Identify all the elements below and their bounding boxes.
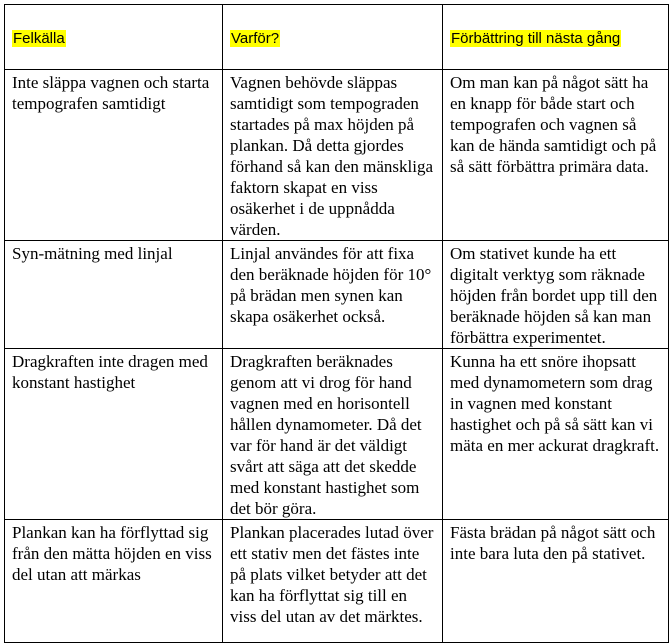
improvement-cell: Om stativet kunde ha ett digitalt verktyg som räknade höjden från bordet upp till den beräknade höjden så kan man förbättra experimentet. — [443, 241, 669, 349]
header-cell-varfor — [223, 5, 443, 70]
header-cell-forbattring — [443, 5, 669, 70]
reason-cell: Plankan placerades lutad över ett stativ men det fästes inte på plats vilket betyder att det kan ha förflyttat sig till en viss del utan av det märktes. — [223, 520, 443, 643]
reason-cell: Dragkraften beräknades genom att vi drog för hand vagnen med en horisontell hållen dynamometer. Då det var för hand är det väldigt svårt att säga att det skedde med konstant hastighet som det bör göra. — [223, 349, 443, 520]
error-sources-table — [4, 4, 669, 643]
improvement-cell: Om man kan på något sätt ha en knapp för både start och tempografen och vagnen så kan de hända samtidigt och på så sätt förbättra primära data. — [443, 70, 669, 241]
table-row — [5, 241, 669, 349]
source-cell: Syn-mätning med linjal — [5, 241, 223, 349]
source-cell: Plankan kan ha förflyttad sig från den mätta höjden en viss del utan att märkas — [5, 520, 223, 643]
table-header-row — [5, 5, 669, 70]
table-row — [5, 520, 669, 643]
source-cell: Dragkraften inte dragen med konstant hastighet — [5, 349, 223, 520]
reason-cell: Vagnen behövde släppas samtidigt som tempograden startades på max höjden på plankan. Då detta gjordes förhand så kan den mänskliga faktorn skapat en viss osäkerhet i de uppnådda värden. — [223, 70, 443, 241]
improvement-cell: Fästa brädan på något sätt och inte bara luta den på stativet. — [443, 520, 669, 643]
header-label: Felkälla — [13, 29, 65, 47]
header-label: Varför? — [231, 29, 280, 47]
table-row — [5, 349, 669, 520]
header-label: Förbättring till nästa gång — [451, 29, 621, 47]
source-cell: Inte släppa vagnen och starta tempografen samtidigt — [5, 70, 223, 241]
improvement-cell: Kunna ha ett snöre ihopsatt med dynamometern som drag in vagnen med konstant hastighet och på så sätt kan vi mäta en mer ackurat dragkraft. — [443, 349, 669, 520]
reason-cell: Linjal användes för att fixa den beräknade höjden för 10° på brädan men synen kan skapa osäkerhet också. — [223, 241, 443, 349]
table-row — [5, 70, 669, 241]
header-cell-felkalla — [5, 5, 223, 70]
